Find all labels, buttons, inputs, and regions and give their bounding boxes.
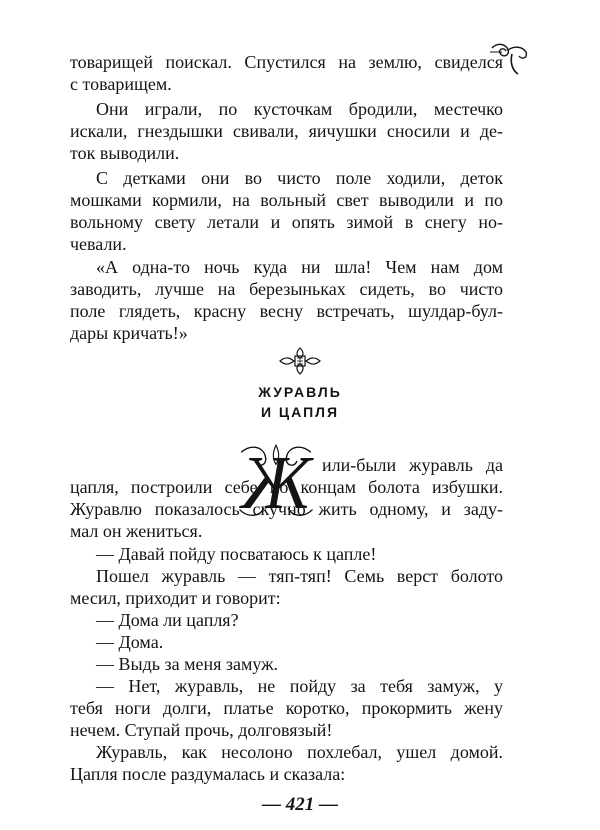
- text-line: Журавлю показалось скучно жить одному, и заду-: [70, 499, 503, 519]
- text-line: мошками кормили, на вольный свет выводили и по: [70, 190, 503, 210]
- text-line: дары кричать!»: [70, 323, 188, 343]
- text-line: — Нет, журавль, не пойду за тебя замуж, у: [96, 676, 503, 696]
- text-line: С детками они во чисто поле ходили, деток: [96, 168, 503, 188]
- text-line: «А одна-то ночь куда ни шла! Чем нам дом: [96, 257, 503, 277]
- page-number: — 421 —: [262, 794, 338, 815]
- text-line: заводить, лучше на березыньках сидеть, во чисто: [70, 279, 503, 299]
- drop-cap-letter: Ж: [240, 440, 312, 520]
- story-title-line: И ЦАПЛЯ: [260, 404, 340, 420]
- text-line: поле глядеть, красну весну встречать, шулдар-бул-: [70, 301, 503, 321]
- text-line: или-были журавль да: [322, 455, 503, 475]
- text-line: товарищей поискал. Спустился на землю, свиделся: [70, 52, 503, 72]
- text-line: цапля, построили себе по концам болота избушки.: [70, 477, 503, 497]
- text-line: — Выдь за меня замуж.: [96, 654, 279, 674]
- text-line: Цапля после раздумалась и сказала:: [70, 764, 346, 784]
- story-title-line: ЖУРАВЛЬ: [258, 384, 342, 400]
- text-line: нечем. Ступай прочь, долговязый!: [70, 720, 333, 740]
- text-line: чевали.: [70, 234, 127, 254]
- section-ornament-icon: [276, 346, 324, 376]
- text-line: Пошел журавль — тяп-тяп! Семь верст болото: [96, 566, 503, 586]
- text-line: искали, гнездышки свивали, яичушки сносили и де-: [70, 121, 503, 141]
- text-line: — Дома.: [96, 632, 164, 652]
- text-line: тебя ноги долги, платье коротко, прокормить жену: [70, 698, 503, 718]
- text-line: с товарищем.: [70, 74, 172, 94]
- text-line: вольному свету летали и опять зимой в снегу но-: [70, 212, 503, 232]
- text-line: ток выводили.: [70, 143, 180, 163]
- text-line: мал он жениться.: [70, 521, 203, 541]
- text-line: Они играли, по кусточкам бродили, местечко: [96, 99, 503, 119]
- text-line: месил, приходит и говорит:: [70, 588, 281, 608]
- text-line: Журавль, как несолоно похлебал, ушел домой.: [96, 742, 503, 762]
- text-line: — Давай пойду посватаюсь к цапле!: [96, 544, 377, 564]
- text-line: — Дома ли цапля?: [96, 610, 239, 630]
